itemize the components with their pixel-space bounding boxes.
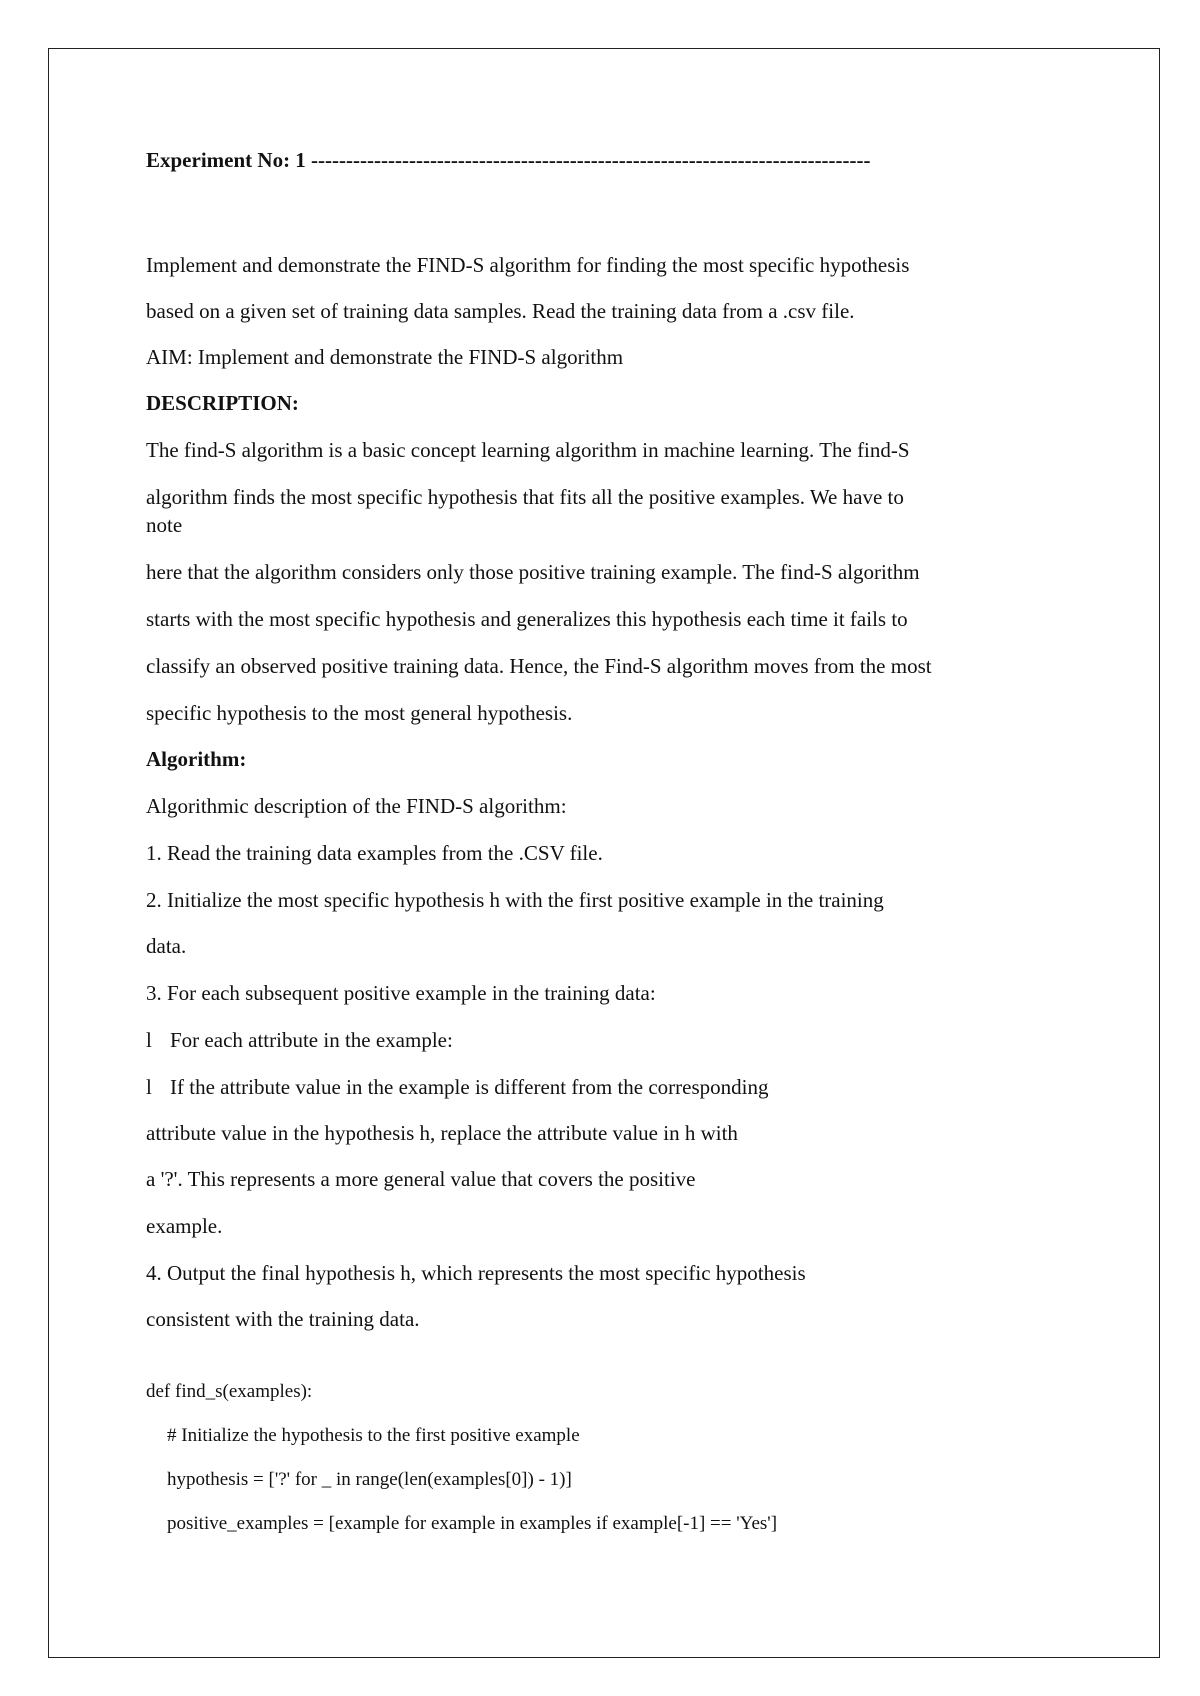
code-line-3: hypothesis = ['?' for _ in range(len(examples[0]) - 1)] (167, 1469, 572, 1490)
intro-line-2: based on a given set of training data samples. Read the training data from a .csv file. (146, 299, 855, 323)
description-line-3: note (146, 513, 183, 537)
description-line-1: The find-S algorithm is a basic concept learning algorithm in machine learning. The find-S (146, 438, 910, 462)
bullet-item-2-text: If the attribute value in the example is different from the corresponding (170, 1075, 769, 1099)
algorithm-step-4-cont: consistent with the training data. (146, 1307, 420, 1331)
bullet-item-1-text: For each attribute in the example: (170, 1028, 453, 1052)
description-heading: DESCRIPTION: (146, 391, 299, 415)
description-line-4: here that the algorithm considers only those positive training example. The find-S algorithm (146, 560, 920, 584)
algorithm-step-3: 3. For each subsequent positive example in the training data: (146, 981, 656, 1005)
bullet-icon: l (146, 1028, 152, 1052)
bullet-icon: l (146, 1075, 152, 1099)
algorithm-step-2: 2. Initialize the most specific hypothesis h with the first positive example in the training (146, 888, 884, 912)
code-line-4: positive_examples = [example for example in examples if example[-1] == 'Yes'] (167, 1513, 778, 1534)
algorithm-step-4: 4. Output the final hypothesis h, which represents the most specific hypothesis (146, 1261, 806, 1285)
bullet-continuation-1: attribute value in the hypothesis h, replace the attribute value in h with (146, 1121, 738, 1145)
algorithm-intro: Algorithmic description of the FIND-S algorithm: (146, 794, 567, 818)
intro-line-1: Implement and demonstrate the FIND-S algorithm for finding the most specific hypothesis (146, 253, 910, 277)
description-line-7: specific hypothesis to the most general hypothesis. (146, 701, 573, 725)
algorithm-heading: Algorithm: (146, 747, 247, 771)
description-line-5: starts with the most specific hypothesis and generalizes this hypothesis each time it fails to (146, 607, 908, 631)
bullet-item-2 (146, 1075, 769, 1099)
algorithm-step-1: 1. Read the training data examples from the .CSV file. (146, 841, 603, 865)
bullet-item-1 (146, 1028, 453, 1052)
algorithm-step-2-cont: data. (146, 934, 187, 958)
experiment-title: Experiment No: 1 -------------------------------------------------------------------------------- (146, 148, 871, 172)
code-line-2: # Initialize the hypothesis to the first positive example (167, 1425, 580, 1446)
description-line-6: classify an observed positive training data. Hence, the Find-S algorithm moves from the most (146, 654, 932, 678)
aim-line: AIM: Implement and demonstrate the FIND-S algorithm (146, 345, 624, 369)
bullet-continuation-2: a '?'. This represents a more general value that covers the positive (146, 1167, 696, 1191)
description-line-2: algorithm finds the most specific hypothesis that fits all the positive examples. We have to (146, 485, 904, 509)
bullet-continuation-3: example. (146, 1214, 223, 1238)
code-line-1: def find_s(examples): (146, 1381, 313, 1402)
